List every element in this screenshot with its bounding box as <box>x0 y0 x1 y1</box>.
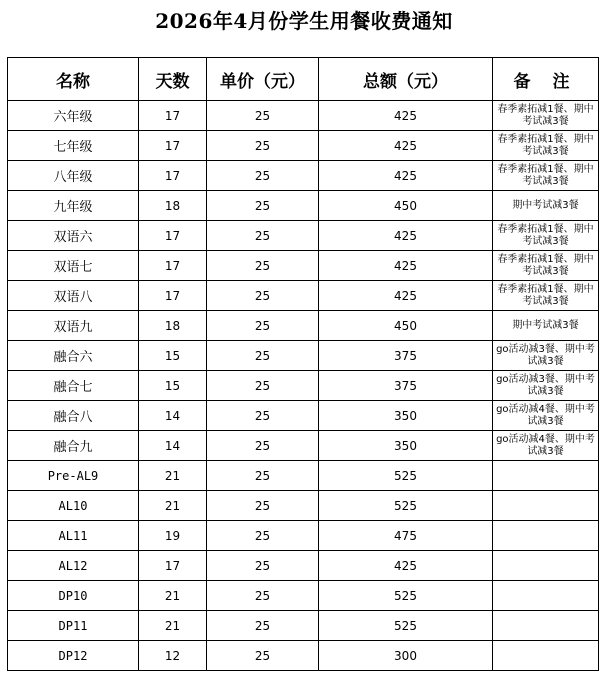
cell-remark <box>493 551 599 581</box>
cell-days: 17 <box>139 281 207 311</box>
cell-name: 融合七 <box>8 371 139 401</box>
table-row <box>8 371 599 401</box>
table-row <box>8 281 599 311</box>
cell-days: 17 <box>139 221 207 251</box>
cell-name: 八年级 <box>8 161 139 191</box>
cell-remark: go活动减4餐、期中考试减3餐 <box>493 431 599 461</box>
cell-name: 九年级 <box>8 191 139 221</box>
table-row <box>8 191 599 221</box>
header-days: 天数 <box>139 58 207 101</box>
cell-days: 19 <box>139 521 207 551</box>
cell-unit-price: 25 <box>207 611 319 641</box>
table-row <box>8 311 599 341</box>
cell-days: 21 <box>139 491 207 521</box>
table-row <box>8 131 599 161</box>
document-title: 2026年4月份学生用餐收费通知 <box>155 9 453 33</box>
cell-days: 17 <box>139 131 207 161</box>
cell-days: 18 <box>139 191 207 221</box>
table-row <box>8 101 599 131</box>
cell-unit-price: 25 <box>207 461 319 491</box>
cell-remark <box>493 491 599 521</box>
table-row <box>8 461 599 491</box>
cell-remark <box>493 521 599 551</box>
cell-days: 17 <box>139 161 207 191</box>
cell-unit-price: 25 <box>207 641 319 671</box>
cell-remark: 春季素拓减1餐、期中考试减3餐 <box>493 131 599 161</box>
cell-name: Pre-AL9 <box>8 461 139 491</box>
cell-unit-price: 25 <box>207 131 319 161</box>
cell-unit-price: 25 <box>207 281 319 311</box>
cell-remark: 期中考试减3餐 <box>493 311 599 341</box>
cell-remark: 春季素拓减1餐、期中考试减3餐 <box>493 101 599 131</box>
table-row <box>8 641 599 671</box>
header-total: 总额（元） <box>319 58 493 101</box>
cell-remark: 期中考试减3餐 <box>493 191 599 221</box>
cell-remark: 春季素拓减1餐、期中考试减3餐 <box>493 251 599 281</box>
cell-remark <box>493 611 599 641</box>
table-row <box>8 251 599 281</box>
table-row <box>8 521 599 551</box>
cell-days: 21 <box>139 581 207 611</box>
cell-name: 融合九 <box>8 431 139 461</box>
cell-total: 350 <box>319 401 493 431</box>
cell-remark: go活动减3餐、期中考试减3餐 <box>493 341 599 371</box>
cell-days: 21 <box>139 461 207 491</box>
header-name: 名称 <box>8 58 139 101</box>
cell-unit-price: 25 <box>207 371 319 401</box>
cell-unit-price: 25 <box>207 431 319 461</box>
table-row <box>8 221 599 251</box>
cell-name: DP11 <box>8 611 139 641</box>
cell-remark <box>493 641 599 671</box>
table-row <box>8 161 599 191</box>
table-row <box>8 611 599 641</box>
header-unit-price: 单价（元） <box>207 58 319 101</box>
table-row <box>8 551 599 581</box>
cell-days: 12 <box>139 641 207 671</box>
cell-unit-price: 25 <box>207 311 319 341</box>
cell-name: 融合六 <box>8 341 139 371</box>
table-row <box>8 341 599 371</box>
cell-total: 525 <box>319 461 493 491</box>
cell-days: 17 <box>139 101 207 131</box>
meal-fee-table <box>7 57 599 671</box>
cell-total: 425 <box>319 281 493 311</box>
cell-name: 双语六 <box>8 221 139 251</box>
cell-total: 350 <box>319 431 493 461</box>
cell-remark <box>493 461 599 491</box>
cell-total: 425 <box>319 551 493 581</box>
table-row <box>8 401 599 431</box>
cell-total: 425 <box>319 101 493 131</box>
cell-unit-price: 25 <box>207 521 319 551</box>
cell-total: 425 <box>319 131 493 161</box>
cell-unit-price: 25 <box>207 101 319 131</box>
cell-total: 425 <box>319 221 493 251</box>
cell-name: DP10 <box>8 581 139 611</box>
cell-name: DP12 <box>8 641 139 671</box>
cell-total: 300 <box>319 641 493 671</box>
header-remark: 备 注 <box>493 58 599 101</box>
cell-total: 425 <box>319 251 493 281</box>
cell-unit-price: 25 <box>207 401 319 431</box>
cell-name: AL10 <box>8 491 139 521</box>
cell-name: 双语九 <box>8 311 139 341</box>
cell-days: 17 <box>139 551 207 581</box>
cell-unit-price: 25 <box>207 551 319 581</box>
cell-name: 融合八 <box>8 401 139 431</box>
cell-name: 双语七 <box>8 251 139 281</box>
cell-name: 七年级 <box>8 131 139 161</box>
cell-total: 375 <box>319 341 493 371</box>
cell-total: 450 <box>319 311 493 341</box>
cell-days: 14 <box>139 401 207 431</box>
cell-unit-price: 25 <box>207 191 319 221</box>
table-row <box>8 581 599 611</box>
cell-total: 450 <box>319 191 493 221</box>
cell-name: 双语八 <box>8 281 139 311</box>
cell-remark: go活动减4餐、期中考试减3餐 <box>493 401 599 431</box>
table-row <box>8 431 599 461</box>
cell-remark: 春季素拓减1餐、期中考试减3餐 <box>493 221 599 251</box>
table-row <box>8 491 599 521</box>
cell-days: 17 <box>139 251 207 281</box>
cell-unit-price: 25 <box>207 491 319 521</box>
table-body <box>8 101 599 671</box>
cell-unit-price: 25 <box>207 221 319 251</box>
cell-remark <box>493 581 599 611</box>
cell-days: 15 <box>139 341 207 371</box>
cell-remark: 春季素拓减1餐、期中考试减3餐 <box>493 281 599 311</box>
cell-total: 375 <box>319 371 493 401</box>
cell-days: 15 <box>139 371 207 401</box>
cell-remark: 春季素拓减1餐、期中考试减3餐 <box>493 161 599 191</box>
cell-name: 六年级 <box>8 101 139 131</box>
cell-total: 525 <box>319 581 493 611</box>
cell-total: 475 <box>319 521 493 551</box>
table-header-row <box>8 58 599 101</box>
cell-name: AL12 <box>8 551 139 581</box>
cell-days: 18 <box>139 311 207 341</box>
cell-unit-price: 25 <box>207 251 319 281</box>
cell-total: 525 <box>319 611 493 641</box>
cell-days: 14 <box>139 431 207 461</box>
cell-name: AL11 <box>8 521 139 551</box>
cell-unit-price: 25 <box>207 161 319 191</box>
cell-days: 21 <box>139 611 207 641</box>
cell-unit-price: 25 <box>207 341 319 371</box>
cell-remark: go活动减3餐、期中考试减3餐 <box>493 371 599 401</box>
cell-total: 425 <box>319 161 493 191</box>
cell-total: 525 <box>319 491 493 521</box>
cell-unit-price: 25 <box>207 581 319 611</box>
